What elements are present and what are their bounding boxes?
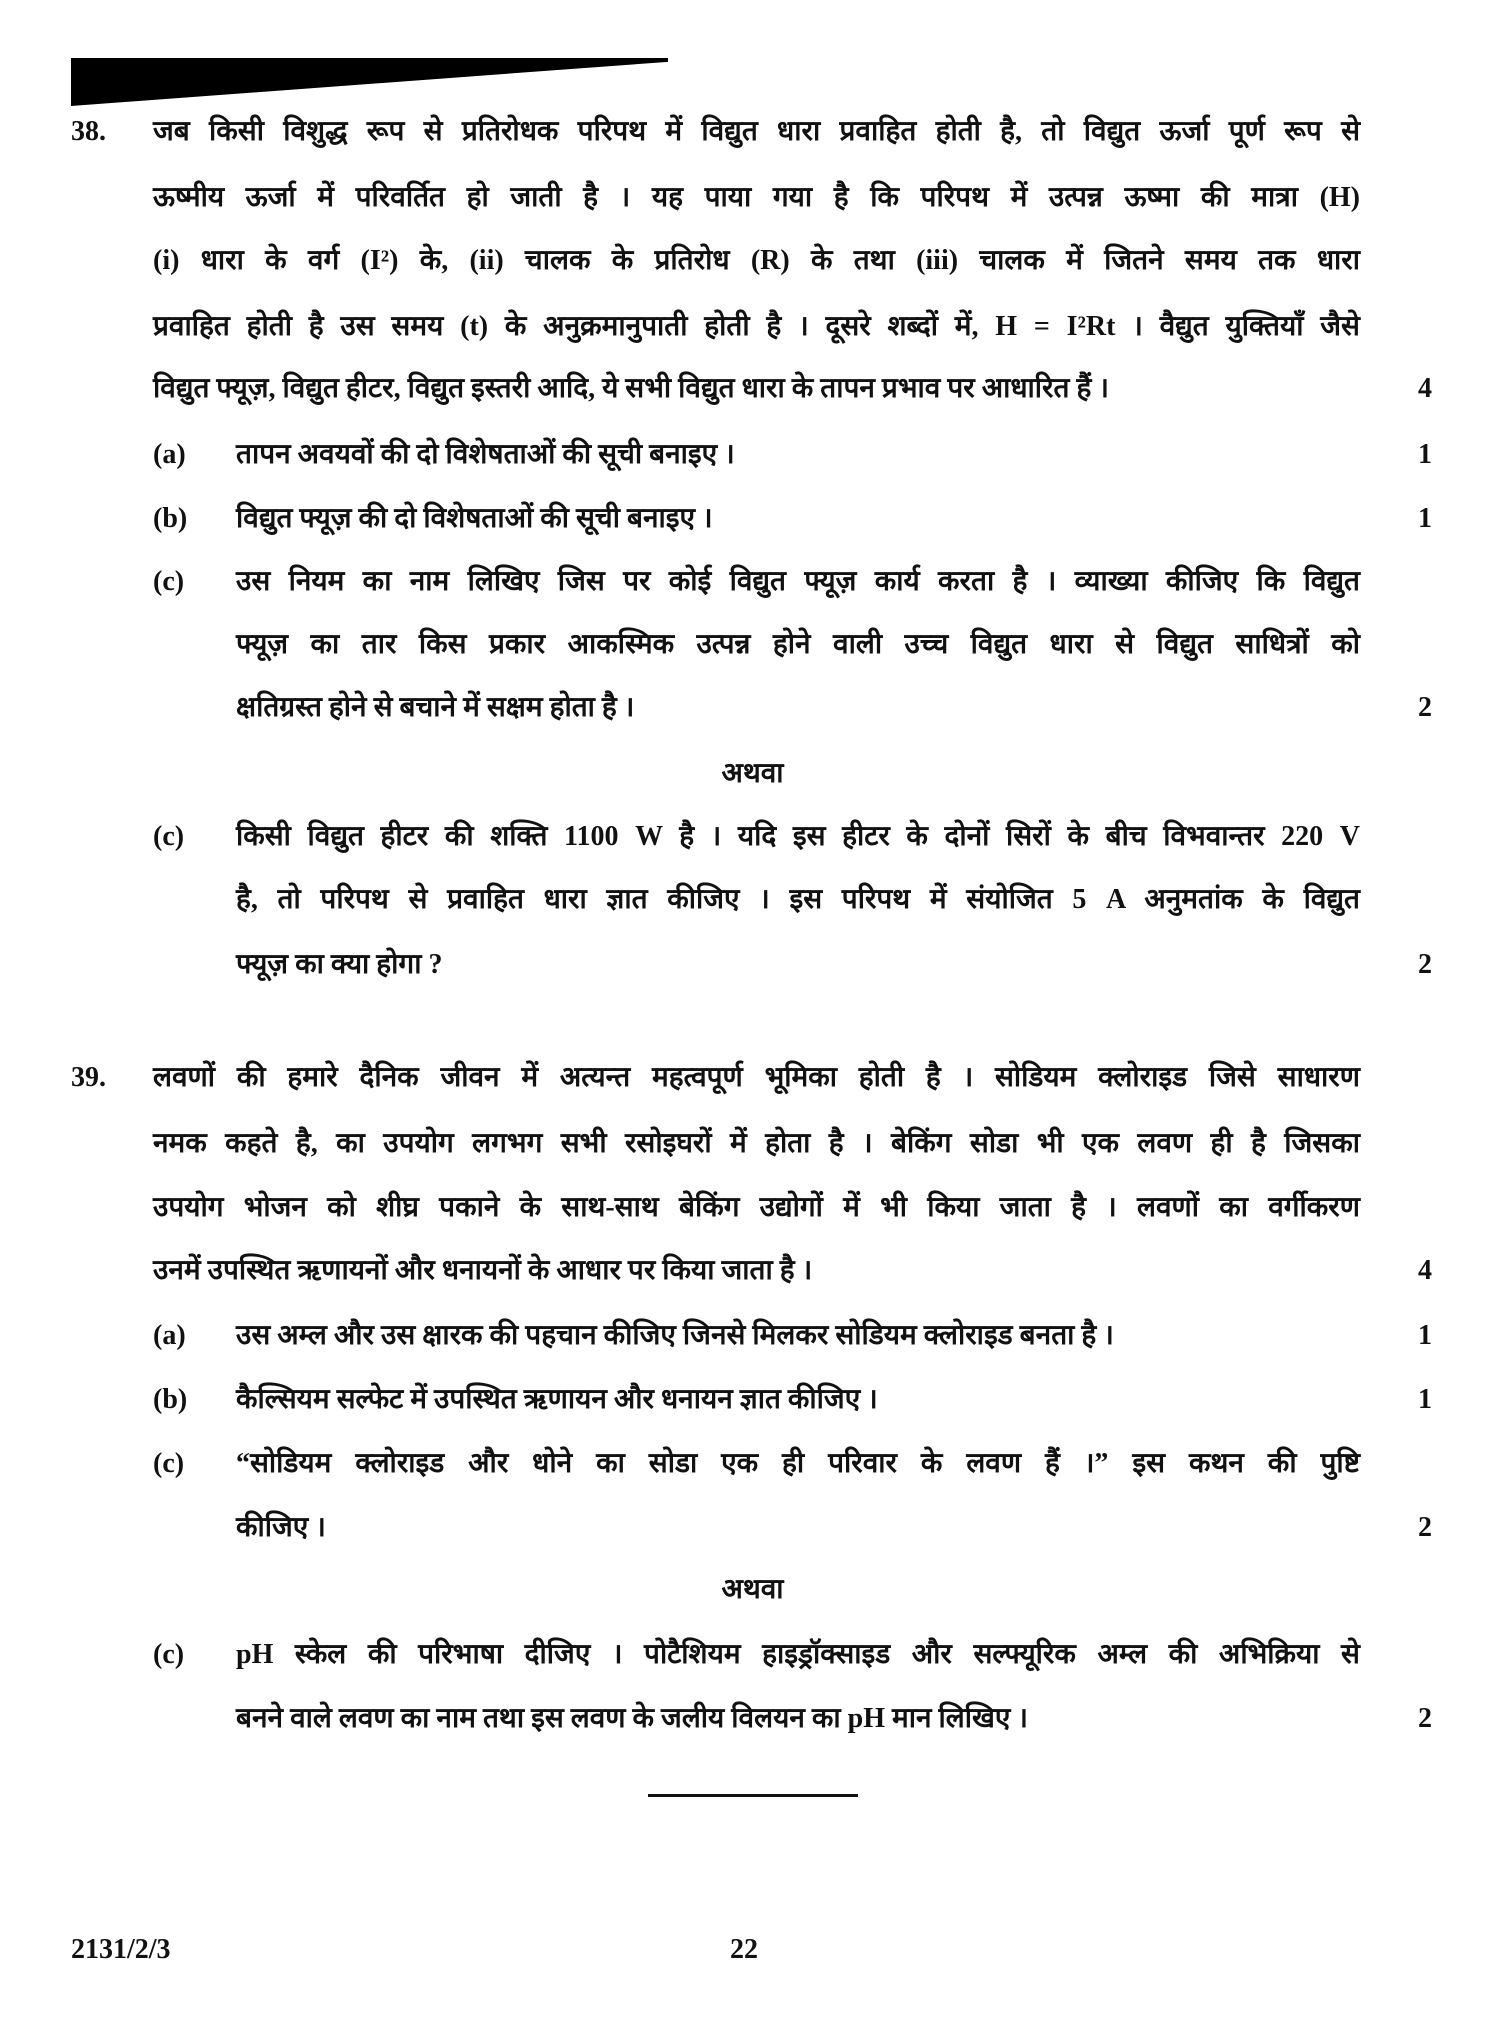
subpart-label: (b) <box>153 1384 188 1415</box>
question-number: 39. <box>71 1062 106 1093</box>
redaction-bar <box>71 58 668 106</box>
or-heading: अथवा <box>721 758 784 789</box>
end-rule <box>648 1794 858 1797</box>
q39-line: लवणों की हमारे दैनिक जीवन में अत्यन्त महत्वपूर्ण भूमिका होती है । सोडियम क्लोराइड जिसे साधारण <box>153 1062 1360 1093</box>
marks: 2 <box>1418 949 1432 980</box>
subpart-label: (a) <box>153 439 186 470</box>
subpart-text: फ्यूज़ का क्या होगा ? <box>236 949 443 980</box>
q39-line: उनमें उपस्थित ऋणायनों और धनायनों के आधार पर किया जाता है । <box>153 1255 813 1286</box>
subpart-text: “सोडियम क्लोराइड और धोने का सोडा एक ही परिवार के लवण हैं ।” इस कथन की पुष्टि <box>236 1448 1360 1479</box>
subpart-text: उस नियम का नाम लिखिए जिस पर कोई विद्युत फ्यूज़ कार्य करता है । व्याख्या कीजिए कि विद्युत <box>236 566 1360 597</box>
subpart-label: (c) <box>153 1639 185 1670</box>
question-number: 38. <box>71 116 106 147</box>
subpart-text: कैल्सियम सल्फेट में उपस्थित ऋणायन और धनायन ज्ञात कीजिए । <box>236 1384 878 1415</box>
subpart-text: कीजिए । <box>236 1512 326 1543</box>
subpart-text: किसी विद्युत हीटर की शक्ति 1100 W है । यदि इस हीटर के दोनों सिरों के बीच विभवान्तर 220 V <box>236 821 1360 852</box>
subpart-text: है, तो परिपथ से प्रवाहित धारा ज्ञात कीजिए । इस परिपथ में संयोजित 5 A अनुमतांक के विद्युत <box>236 884 1360 915</box>
subpart-text: विद्युत फ्यूज़ की दो विशेषताओं की सूची बनाइए । <box>236 503 713 534</box>
subpart-text: तापन अवयवों की दो विशेषताओं की सूची बनाइए । <box>236 439 735 470</box>
q39-line: उपयोग भोजन को शीघ्र पकाने के साथ-साथ बेकिंग उद्योगों में भी किया जाता है । लवणों का वर्गीकरण <box>153 1192 1360 1223</box>
paper-code: 2131/2/3 <box>71 1934 171 1965</box>
or-heading: अथवा <box>721 1574 784 1605</box>
marks: 1 <box>1418 1384 1432 1415</box>
marks: 1 <box>1418 1320 1432 1351</box>
marks: 2 <box>1418 1703 1432 1734</box>
subpart-label: (c) <box>153 821 185 852</box>
subpart-label: (a) <box>153 1320 186 1351</box>
q38-line: विद्युत फ्यूज़, विद्युत हीटर, विद्युत इस्तरी आदि, ये सभी विद्युत धारा के तापन प्रभाव पर आधारित हैं । <box>153 373 1109 404</box>
subpart-text: फ्यूज़ का तार किस प्रकार आकस्मिक उत्पन्न होने वाली उच्च विद्युत धारा से विद्युत साधित्रों को <box>236 629 1360 660</box>
q38-line: ऊष्मीय ऊर्जा में परिवर्तित हो जाती है । यह पाया गया है कि परिपथ में उत्पन्न ऊष्मा की मात्रा (H) <box>153 182 1360 213</box>
page-number: 22 <box>730 1934 758 1965</box>
subpart-text: बनने वाले लवण का नाम तथा इस लवण के जलीय विलयन का pH मान लिखिए । <box>236 1703 1029 1734</box>
subpart-text: क्षतिग्रस्त होने से बचाने में सक्षम होता है । <box>236 692 635 723</box>
q38-line: जब किसी विशुद्ध रूप से प्रतिरोधक परिपथ में विद्युत धारा प्रवाहित होती है, तो विद्युत ऊर्जा पूर्ण रूप से <box>153 116 1360 147</box>
subpart-text: pH स्केल की परिभाषा दीजिए । पोटैशियम हाइड्रॉक्साइड और सल्फ्यूरिक अम्ल की अभिक्रिया से <box>236 1639 1360 1670</box>
marks: 2 <box>1418 1512 1432 1543</box>
subpart-label: (b) <box>153 503 188 534</box>
marks: 1 <box>1418 503 1432 534</box>
subpart-label: (c) <box>153 566 185 597</box>
subpart-label: (c) <box>153 1448 185 1479</box>
q38-line: (i) धारा के वर्ग (I²) के, (ii) चालक के प्रतिरोध (R) के तथा (iii) चालक में जितने समय तक धारा <box>153 245 1360 276</box>
q39-line: नमक कहते है, का उपयोग लगभग सभी रसोइघरों में होता है । बेकिंग सोडा भी एक लवण ही है जिसका <box>153 1128 1360 1159</box>
subpart-text: उस अम्ल और उस क्षारक की पहचान कीजिए जिनसे मिलकर सोडियम क्लोराइड बनता है । <box>236 1320 1114 1351</box>
marks: 4 <box>1418 1255 1432 1286</box>
q38-line: प्रवाहित होती है उस समय (t) के अनुक्रमानुपाती होती है । दूसरे शब्दों में, H = I²Rt । वैद्युत युक्तियाँ जैसे <box>153 311 1360 342</box>
marks: 1 <box>1418 439 1432 470</box>
marks: 2 <box>1418 692 1432 723</box>
marks: 4 <box>1418 373 1432 404</box>
